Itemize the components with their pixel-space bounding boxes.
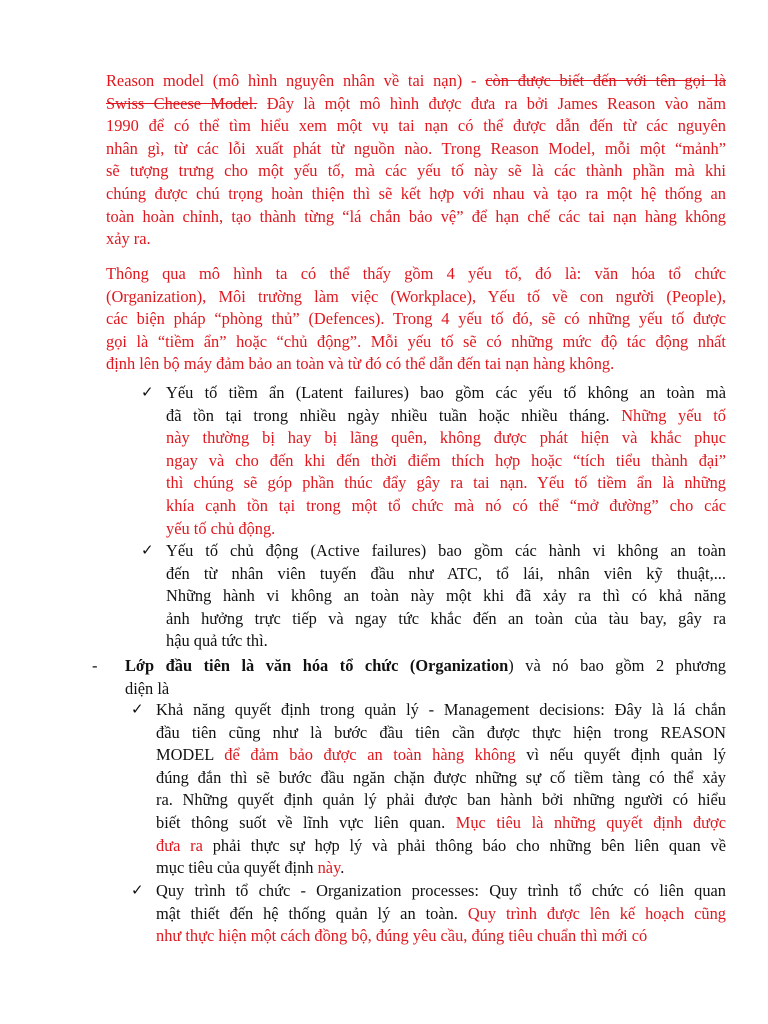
text-run: chúng được chú trọng hoàn thiện thì sẽ kết hợp với nhau và tạo ra một hệ thống an: [106, 183, 726, 203]
heading-organization-layer: [125, 655, 726, 700]
text-run: Lớp đầu tiên là văn hóa tổ chức (: [125, 656, 416, 675]
text-line: [125, 678, 726, 701]
text-run: để đảm bảo được an toàn hàng không: [224, 745, 516, 765]
text-run: nhân gì, từ các lỗi xuất phát từ nguồn nào. Trong Reason Model, mỗi một “mảnh”: [106, 138, 726, 158]
checkmark-icon: ✓: [131, 700, 144, 718]
text-run: Đây là một mô hình được đưa ra bởi James Reason vào năm: [257, 93, 726, 113]
text-run: Quy trình được lên kế hoạch cũng: [467, 903, 726, 923]
text-run: thì chúng sẽ góp phần thúc đẩy gây ra tai nạn. Yếu tố tiềm ẩn là những: [166, 473, 726, 493]
text-run: Những hành vi không an toàn này một khi đã xảy ra thì có khả năng: [166, 586, 726, 606]
text-run: xảy ra.: [106, 229, 151, 249]
text-run: Mục tiêu là những quyết định được: [455, 812, 726, 832]
text-run: Yếu tố tiềm ẩn (Latent failures) bao gồm các yếu tố không an toàn mà: [166, 383, 726, 402]
text-run: ) và nó bao gồm 2 phương: [508, 656, 726, 675]
text-run: Organization: [415, 656, 509, 675]
text-run: ngay và cho đến khi đến thời điểm thích hợp hoặc “tích tiểu thành đại”: [166, 450, 726, 470]
text-run: Những yếu tố: [621, 405, 727, 425]
text-line: [166, 585, 726, 608]
text-run: diện là: [125, 678, 170, 698]
text-line: [156, 903, 726, 926]
text-run: khía cạnh tồn tại trong một tổ chức mà nó có thể “mở đường” cho các: [166, 495, 726, 515]
text-line: [166, 518, 726, 541]
text-run: mật thiết đến hệ thống quản lý an toàn.: [156, 903, 468, 923]
text-run: như thực hiện một cách đồng bộ, đúng yêu cầu, đúng tiêu chuẩn thì mới có: [156, 926, 648, 946]
text-line: [166, 405, 726, 428]
text-line: [166, 630, 726, 653]
checkmark-icon: ✓: [141, 541, 154, 559]
text-line: [156, 744, 726, 767]
text-run: yếu tố chủ động.: [166, 518, 276, 538]
text-run: gọi là “tiềm ẩn” hoặc “chủ động”. Mỗi yếu tố sẽ có những mức độ tác động nhất: [106, 331, 726, 351]
text-line: [106, 160, 726, 183]
text-run: này: [317, 858, 341, 878]
text-run: 1990 để có thể tìm hiểu xem một vụ tai nạn có thể được dẫn đến từ các nguyên: [106, 116, 726, 136]
text-run: Reason model (mô hình nguyên nhân về tai nạn) -: [106, 71, 486, 90]
dash-bullet: -: [92, 656, 98, 675]
text-run: .: [340, 858, 345, 878]
text-run: các biện pháp “phòng thủ” (Defences). Trong 4 yếu tố đó, sẽ có những yếu tố được: [106, 309, 726, 329]
text-line: [106, 183, 726, 206]
text-line: [156, 789, 726, 812]
text-run: đưa ra: [156, 835, 203, 855]
bullet-management-decisions: [156, 699, 726, 880]
text-run: toàn hoàn chỉnh, tạo thành từng “lá chắn bảo vệ” để hạn chế các tai nạn hàng không: [106, 206, 726, 226]
text-line: [106, 286, 726, 309]
text-line: [156, 835, 726, 858]
text-line: [156, 699, 726, 722]
checkmark-icon: ✓: [131, 881, 144, 899]
text-line: [106, 308, 726, 331]
text-run: phải thực sự hợp lý và phải thông báo cho những bên liên quan về: [202, 835, 727, 855]
text-run: hậu quả tức thì.: [166, 631, 268, 651]
text-line: [166, 495, 726, 518]
text-line: [125, 655, 726, 678]
text-line: [156, 857, 726, 880]
bullet-latent-failures: [166, 382, 726, 540]
text-line: [166, 450, 726, 473]
text-line: [166, 472, 726, 495]
text-run: MODEL: [156, 745, 225, 765]
text-run: ra. Những quyết định quản lý phải được ban hành bởi những người có hiểu: [156, 790, 726, 810]
text-run: Yếu tố chủ động (Active failures) bao gồm các hành vi không an toàn: [166, 541, 726, 560]
text-line: [166, 540, 726, 563]
text-run: ảnh hưởng trực tiếp và ngay tức khắc đến an toàn của tàu bay, gây ra: [166, 608, 726, 628]
text-run: đến từ nhân viên tuyến đầu như ATC, tổ lái, nhân viên kỹ thuật,...: [166, 563, 726, 583]
text-line: [106, 206, 726, 229]
text-line: [106, 93, 726, 116]
text-run: đúng đắn thì sẽ bước đầu ngăn chặn được những sự cố tiềm tàng có thể xảy: [156, 767, 726, 787]
text-run: Thông qua mô hình ta có thể thấy gồm 4 yếu tố, đó là: văn hóa tổ chức: [106, 264, 726, 283]
text-run: sẽ tượng trưng cho một yếu tố, mà các yếu tố này sẽ là các thành phần mà khi: [106, 161, 726, 181]
text-line: [106, 115, 726, 138]
text-line: [166, 608, 726, 631]
text-line: [106, 70, 726, 93]
text-run: đầu tiên cũng như là bước đầu tiên cần được thực hiện trong REASON: [156, 722, 726, 742]
text-line: [166, 563, 726, 586]
text-line: [106, 331, 726, 354]
text-line: [156, 767, 726, 790]
text-run: Khả năng quyết định trong quản lý - Management decisions: Đây là lá chắn: [156, 700, 726, 719]
text-line: [156, 722, 726, 745]
text-line: [156, 880, 726, 903]
text-line: [106, 263, 726, 286]
text-run: Quy trình tổ chức - Organization processes: Quy trình tổ chức có liên quan: [156, 881, 726, 900]
text-line: [166, 427, 726, 450]
checkmark-icon: ✓: [141, 383, 154, 401]
text-run: Swiss Cheese Model.: [106, 93, 258, 113]
text-run: định lên bộ máy đảm bảo an toàn và từ đó có thể dẫn đến tai nạn hàng không.: [106, 354, 615, 374]
text-run: biết thông suốt về lĩnh vực liên quan.: [156, 812, 456, 832]
text-line: [106, 353, 726, 376]
text-line: [106, 228, 726, 251]
text-line: [156, 812, 726, 835]
text-run: (Organization), Môi trường làm việc (Workplace), Yếu tố về con người (People),: [106, 286, 726, 306]
paragraph-reason-model-intro: [106, 70, 726, 251]
text-run: còn được biết đến với tên gọi là: [485, 71, 726, 90]
text-line: [106, 138, 726, 161]
bullet-active-failures: [166, 540, 726, 653]
text-line: [166, 382, 726, 405]
bullet-organization-processes: [156, 880, 726, 948]
text-run: này thường bị hay bị lãng quên, không được phát hiện và khắc phục: [166, 428, 726, 448]
text-run: vì nếu quyết định quản lý: [515, 745, 726, 765]
text-run: mục tiêu của quyết định: [156, 858, 318, 878]
text-run: đã tồn tại trong nhiều ngày nhiều tuần hoặc nhiều tháng.: [166, 405, 622, 425]
text-line: [156, 925, 726, 948]
paragraph-four-factors: [106, 263, 726, 376]
